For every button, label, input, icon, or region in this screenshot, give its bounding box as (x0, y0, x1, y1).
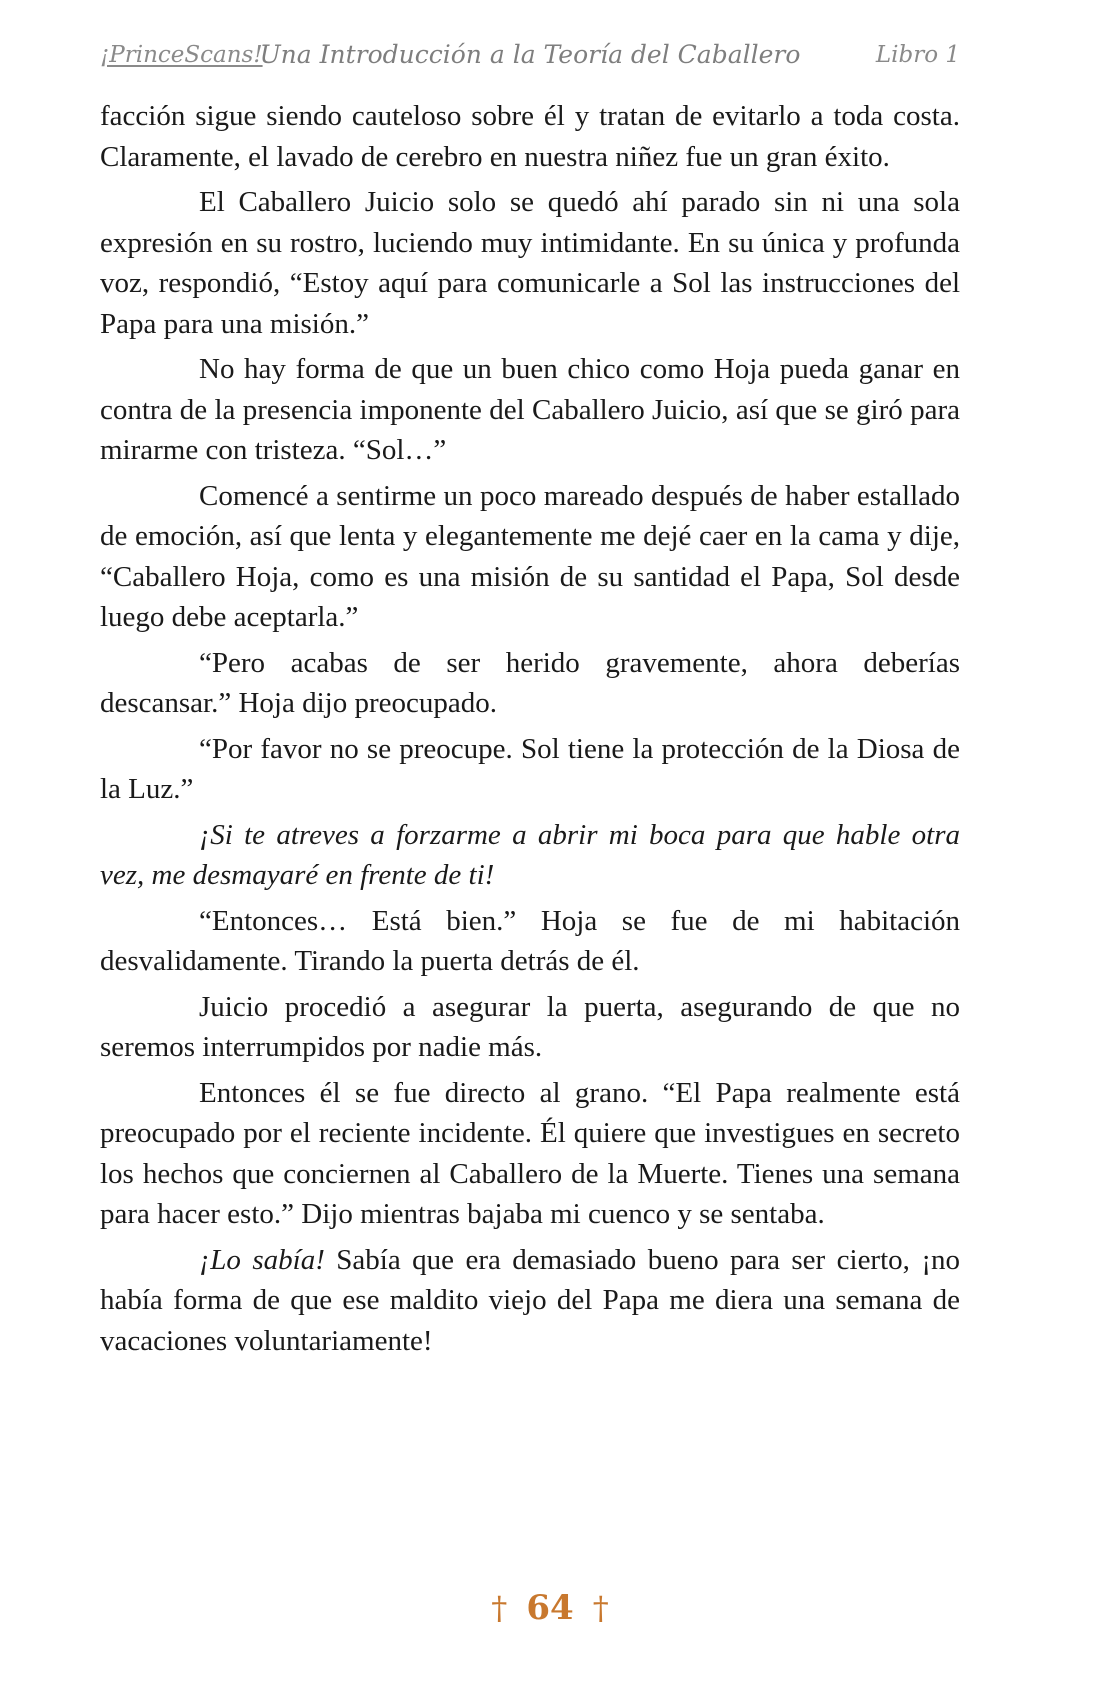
paragraph: “Entonces… Está bien.” Hoja se fue de mi habitación desvalidamente. Tirando la puerta detrás de él. (100, 904, 960, 977)
volume-label: Libro 1 (875, 42, 960, 68)
italic-thought: ¡Lo sabía! (199, 1243, 325, 1276)
page-number: 64 (526, 1588, 574, 1628)
paragraph: Entonces él se fue directo al grano. “El Papa realmente está preocupado por el reciente incidente. Él quiere que investigues en secreto los hechos que conciernen al Caballero de la Muerte. Tienes una semana para hacer esto.” Dijo mientras bajaba mi cuenco y se sentaba. (100, 1076, 960, 1230)
scanlation-group-label: ¡PrinceScans! (100, 42, 263, 68)
paragraph: “Pero acabas de ser herido gravemente, ahora deberías descansar.” Hoja dijo preocupado. (100, 646, 960, 719)
book-title: Una Introducción a la Teoría del Caballero (259, 40, 801, 69)
paragraph: No hay forma de que un buen chico como Hoja pueda ganar en contra de la presencia imponente del Caballero Juicio, así que se giró para mirarme con tristeza. “Sol…” (100, 353, 960, 466)
paragraph: facción sigue siendo cauteloso sobre él y tratan de evitarlo a toda costa. Claramente, el lavado de cerebro en nuestra niñez fue un gran éxito. (100, 100, 960, 173)
paragraph-text: Sabía que era demasiado bueno para ser cierto, ¡no había forma de que ese maldito viejo del Papa me diera una semana de vacaciones voluntariamente! (100, 1243, 960, 1357)
paragraph: El Caballero Juicio solo se quedó ahí parado sin ni una sola expresión en su rostro, luciendo muy intimidante. En su única y profunda voz, respondió, “Estoy aquí para comunicarle a Sol las instrucciones del Papa para una misión.” (100, 186, 960, 340)
paragraph: Comencé a sentirme un poco mareado después de haber estallado de emoción, así que lenta y elegantemente me dejé caer en la cama y dije, “Caballero Hoja, como es una misión de su santidad el Papa, Sol desde luego debe aceptarla.” (100, 479, 960, 633)
paragraph: “Por favor no se preocupe. Sol tiene la protección de la Diosa de la Luz.” (100, 732, 960, 805)
page-footer (0, 1588, 1100, 1628)
page-header (100, 38, 960, 78)
paragraph: Juicio procedió a asegurar la puerta, asegurando de que no seremos interrumpidos por nadie más. (100, 990, 960, 1063)
page-body (100, 96, 960, 1366)
cross-ornament-icon: † (592, 1589, 609, 1627)
paragraph (100, 815, 960, 896)
paragraph (100, 1240, 960, 1362)
cross-ornament-icon: † (491, 1589, 508, 1627)
italic-thought: ¡Si te atreves a forzarme a abrir mi boca para que hable otra vez, me desmayaré en frente de ti! (100, 818, 960, 891)
